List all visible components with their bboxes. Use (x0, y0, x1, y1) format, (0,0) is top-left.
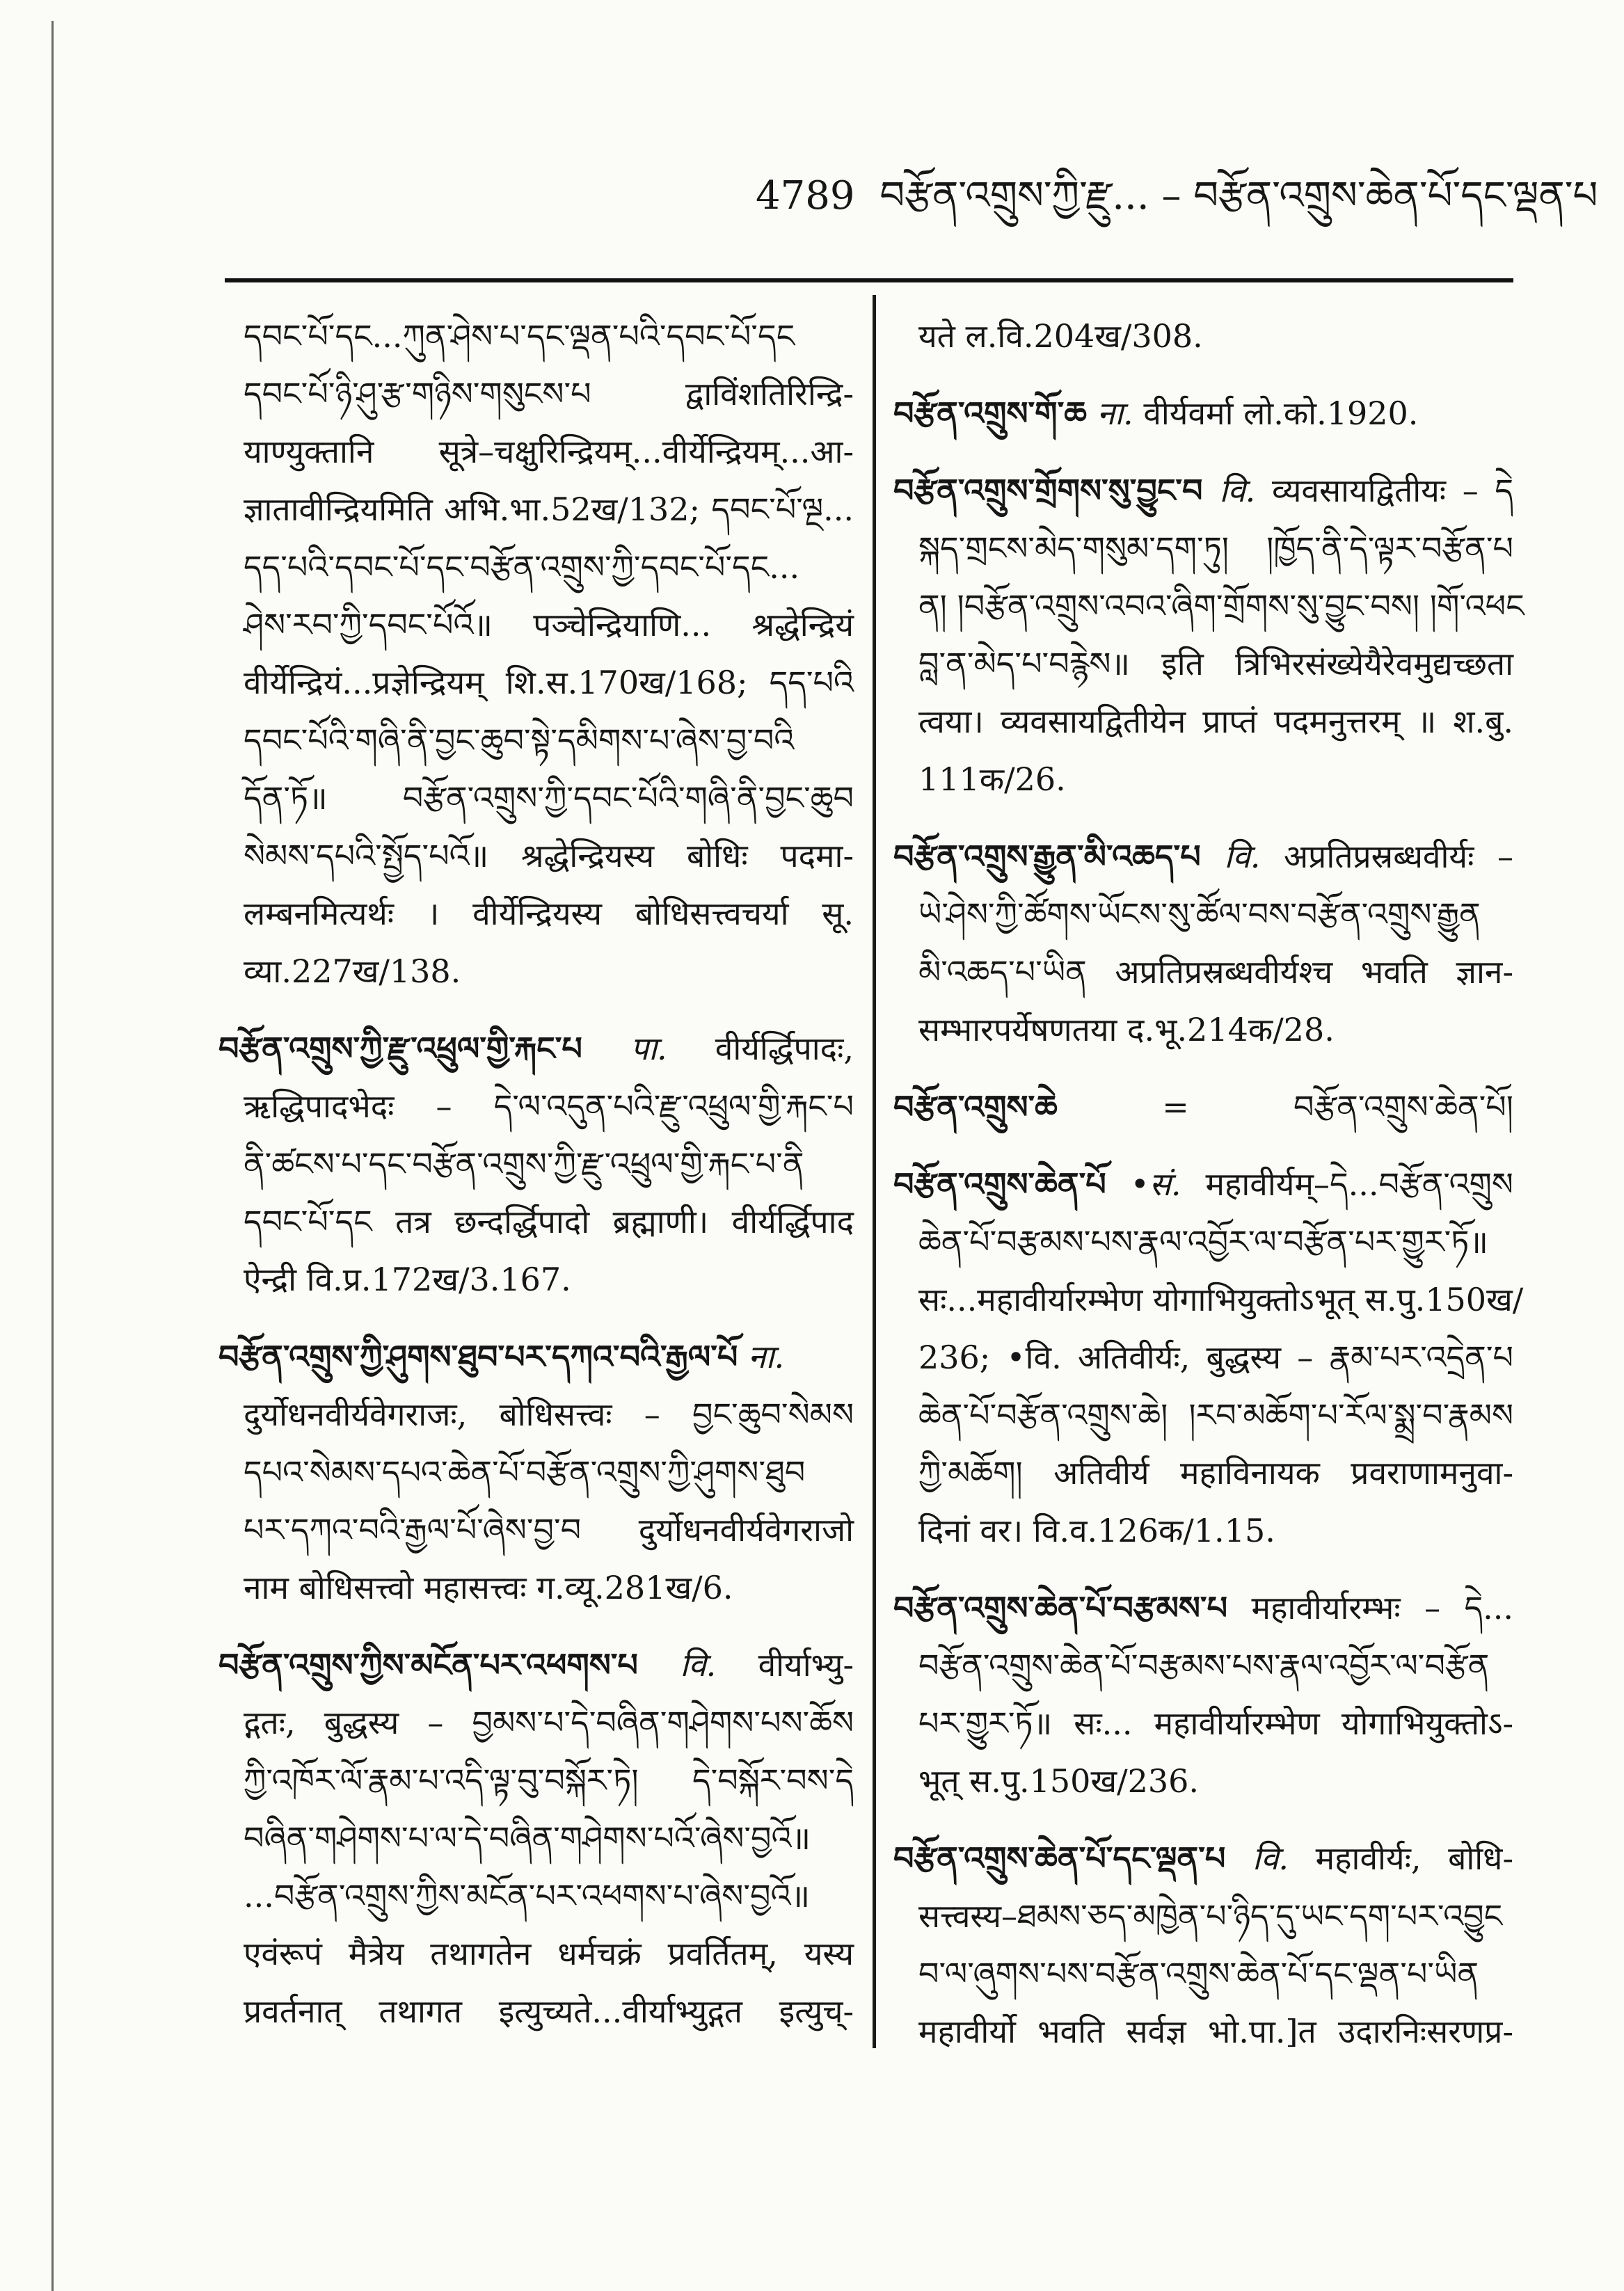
dictionary-entry (218, 1636, 854, 2041)
text-line: བརྩོན་འགྲུས་ཆེན་པོ་བརྩམས་པས་རྣལ་འབྱོར་ལ་བརྩོན (918, 1647, 1490, 1684)
entry-first-line (893, 1078, 1513, 1136)
text-line: सत्त्वस्य–ཐམས་ཅད་མཁྱེན་པ་ཉིད་དུ་ཡང་དག་པར་འབྱུང (918, 1897, 1503, 1935)
text-line: དབང་པོ་དང...ཀུན་ཤེས་པ་དང་ལྡན་པའི་དབང་པོ་དང (244, 317, 795, 355)
text-line: एवंरूपं मैत्रेय तथागतेन धर्मचक्रं प्रवर्तितम्, यस्य (244, 1935, 854, 1972)
scan-binding-edge (51, 21, 54, 2291)
text-line: प्रवर्तनात् तथागत इत्युच्यते...वीर्याभ्युद्गत इत्युच्- (244, 1993, 854, 2030)
text-line: སེམས་དཔའི་སྤྱོད་པའོ॥ श्रद्धेन्द्रियस्य बोधिः पदमा- (244, 837, 854, 875)
text-line: དཔའ་སེམས་དཔའ་ཆེན་པོ་བརྩོན་འགྲུས་ཀྱི་ཤུགས་ཐུབ (244, 1453, 806, 1491)
entry-first-line (218, 1328, 854, 1386)
headword: བརྩོན་འགྲུས་ཀྱི་ཤུགས་ཐུབ་པར་དཀའ་བའི་རྒྱལ་པོ (218, 1338, 738, 1375)
text-line: དབང་པོའི་གཞི་ནི་བྱང་ཆུབ་སྟེ་དམིགས་པ་ཞེས་བྱ་བའི (244, 721, 795, 759)
headword: བརྩོན་འགྲུས་གྲོགས་སུ་བྱུང་བ (893, 472, 1203, 509)
dictionary-entry (893, 1156, 1524, 1560)
grammar-tag: ना. (748, 1338, 785, 1375)
cross-reference: = བརྩོན་འགྲུས་ཆེན་པོ། (1162, 1088, 1514, 1126)
grammar-tag: ना. (1097, 394, 1133, 432)
text-line: वीर्येन्द्रियं...प्रज्ञेन्द्रियम् शि.स.170ख/168; དད་པའི (244, 664, 854, 701)
text-line: མི་འཆད་པ་ཡིན अप्रतिप्रस्रब्धवीर्यश्च भवति ज्ञान- (918, 953, 1513, 991)
text-line: 236; •वि. अतिवीर्यः, बुद्धस्य – རྣམ་པར་འདྲེན་པ (918, 1339, 1513, 1376)
text-line: དབང་པོ་ཉི་ཤུ་རྩ་གཉིས་གསུངས་པ द्वाविंशतिरिन्द्रि- (244, 375, 854, 413)
dictionary-entry (893, 1579, 1513, 1810)
header-rule (225, 278, 1513, 282)
column-divider (873, 295, 876, 2048)
text-line: བ་ལ་ཞུགས་པས་བརྩོན་འགྲུས་ཆེན་པོ་དང་ལྡན་པ་ཡིན (918, 1955, 1479, 1993)
dictionary-entry (893, 385, 1513, 442)
text-line: त्वया। व्यवसायद्वितीयेन प्राप्तं पदमनुत्तरम् ॥ श.बु. (918, 703, 1513, 740)
text-line: ན། །བརྩོན་འགྲུས་འབའ་ཞིག་གྲོགས་སུ་བྱུང་བས། །གོ་འཕང (918, 587, 1525, 625)
text-line: महावीर्यो भवति सर्वज्ञ भो.पा.]त उदारनिःसरणप्र- (918, 2013, 1513, 2050)
dictionary-entry-continued (893, 308, 1513, 365)
page-number: 4789 (756, 173, 855, 218)
dictionary-entry-cross-reference (893, 1078, 1513, 1136)
text-line: दुर्योधनवीर्यवेगराजः, बोधिसत्त्वः – བྱང་ཆུབ་སེམས (244, 1396, 854, 1433)
headword: བརྩོན་འགྲུས་ཀྱི་རྫུ་འཕྲུལ་གྱི་རྐང་པ (218, 1030, 582, 1067)
entry-text: महावीर्यम्–དེ...བརྩོན་འགྲུས (1205, 1165, 1513, 1203)
headword: བརྩོན་འགྲུས་ཆེན་པོ་དང་ལྡན་པ (893, 1839, 1226, 1877)
text-line: ऋद्धिपादभेदः – དེ་ལ་འདུན་པའི་རྫུ་འཕྲུལ་གྱི་རྐང་པ (244, 1087, 854, 1125)
left-column (218, 308, 854, 2041)
text-line: ऐन्द्री वि.प्र.172ख/3.167. (244, 1261, 571, 1298)
text-line: དབང་པོ་དང तत्र छन्दर्द्धिपादो ब्रह्माणी। वीर्यर्द्धिपाद (244, 1203, 854, 1240)
entry-text: महावीर्यारम्भः – དེ... (1251, 1589, 1513, 1627)
running-header (756, 172, 1598, 221)
entry-text: अप्रतिप्रस्रब्धवीर्यः – (1284, 838, 1513, 875)
text-line: लम्बनमित्यर्थः । वीर्येन्द्रियस्य बोधिसत्त्वचर्या सू. (244, 895, 854, 932)
text-line: ཤེས་རབ་ཀྱི་དབང་པོའོ॥ पञ्चेन्द्रियाणि... श्रद्धेन्द्रियं (244, 606, 854, 644)
header-entry-range: བརྩོན་འགྲུས་ཀྱི་རྫུ... – བརྩོན་འགྲུས་ཆེན་པོ་དང་ལྡན་པ (879, 173, 1598, 218)
text-line: ཡེ་ཤེས་ཀྱི་ཚོགས་ཡོངས་སུ་ཚོལ་བས་བརྩོན་འགྲུས་རྒྱུན (918, 895, 1481, 933)
headword: བརྩོན་འགྲུས་ཀྱིས་མངོན་པར་འཕགས་པ (218, 1646, 638, 1684)
entry-text: वीर्यवर्मा लो.को.1920. (1143, 394, 1419, 432)
dictionary-entry (893, 828, 1513, 1059)
text-line: दिनां वर। वि.व.126क/1.15. (918, 1512, 1275, 1549)
entry-text: व्यवसायद्वितीयः – དེ (1271, 472, 1514, 509)
text-line: སྐད་གྲངས་མེད་གསུམ་དག་ཏུ། །ཁྱོད་ནི་དེ་ལྟར་བརྩོན་པ (918, 529, 1513, 567)
dictionary-entry (218, 1328, 854, 1617)
text-line: ཆེན་པོ་བརྩོན་འགྲུས་ཆེ། །རབ་མཆོག་པ་རོལ་སྨྲ་བ་རྣམས (918, 1396, 1513, 1434)
grammar-tag: वि. (1252, 1839, 1289, 1877)
text-line: सम्भारपर्येषणतया द.भू.214क/28. (918, 1011, 1335, 1048)
entry-first-line (893, 462, 1513, 520)
text-line: सः...महावीर्यारम्भेण योगाभियुक्तोऽभूत् स.पु.150ख/ (918, 1281, 1524, 1318)
text-line: ཀྱི་འཁོར་ལོ་རྣམ་པ་འདི་ལྟ་བུ་བསྐོར་ཏེ། དེ་བསྐོར་བས་དེ (244, 1762, 854, 1799)
text-line: ཆེན་པོ་བརྩམས་པས་རྣལ་འབྱོར་ལ་བརྩོན་པར་གྱུར་ཏོ॥ (918, 1223, 1488, 1261)
text-line: དད་པའི་དབང་པོ་དང་བརྩོན་འགྲུས་ཀྱི་དབང་པོ་དང... (244, 548, 800, 586)
headword: བརྩོན་འགྲུས་གོ་ཆ (893, 394, 1087, 432)
grammar-tag: वि. (1224, 838, 1261, 875)
entry-first-line (893, 1830, 1513, 1887)
text-line: པར་གྱུར་ཏོ॥ सः... महावीर्यारम्भेण योगाभियुक्तोऽ- (918, 1705, 1513, 1742)
text-line: བླ་ན་མེད་པ་བརྙེས॥ इति त्रिभिरसंख्येयैरेवमुद्यच्छता (918, 645, 1513, 682)
text-line: याण्युक्तानि सूत्रे–चक्षुरिन्द्रियम्...वीर्येन्द्रियम्...आ- (244, 433, 854, 470)
text-line: ཀྱི་མཆོག། अतिवीर्य महाविनायक प्रवराणामनुवा- (918, 1454, 1513, 1492)
entry-first-line (893, 1156, 1513, 1213)
text-line: པར་དཀའ་བའི་རྒྱལ་པོ་ཞེས་བྱ་བ दुर्योधनवीर्यवेगराजो (244, 1511, 854, 1549)
grammar-tag: वि. (680, 1646, 717, 1684)
text-line: ...བརྩོན་འགྲུས་ཀྱིས་མངོན་པར་འཕགས་པ་ཞེས་བྱའོ॥ (244, 1877, 810, 1915)
entry-text: वीर्यर्द्धिपादः, (715, 1030, 854, 1067)
text-line: ज्ञातावीन्द्रियमिति अभि.भा.52ख/132; དབང་པོ་ལྔ... (244, 490, 854, 528)
text-line: यते ल.वि.204ख/308. (918, 317, 1203, 355)
text-line: व्या.227ख/138. (244, 952, 461, 990)
text-line: 111क/26. (918, 760, 1066, 798)
grammar-tag: •सं. (1130, 1165, 1181, 1203)
headword: བརྩོན་འགྲུས་ཆེན་པོ (893, 1165, 1106, 1203)
text-line: भूत् स.पु.150ख/236. (918, 1762, 1199, 1800)
grammar-tag: पा. (630, 1030, 667, 1067)
grammar-tag: वि. (1219, 472, 1256, 509)
dictionary-entry (893, 1830, 1513, 2061)
text-line: ནི་ཚངས་པ་དང་བརྩོན་འགྲུས་ཀྱི་རྫུ་འཕྲུལ་གྱི་རྐང་པ་ནི (244, 1145, 804, 1183)
entry-first-line (893, 385, 1513, 442)
headword: བརྩོན་འགྲུས་ཆེན་པོ་བརྩམས་པ (893, 1589, 1228, 1627)
entry-first-line (218, 1636, 854, 1694)
text-line: དོན་ཏོ॥ བརྩོན་འགྲུས་ཀྱི་དབང་པོའི་གཞི་ནི་བྱང་ཆུབ (244, 779, 854, 817)
entry-first-line (893, 828, 1513, 886)
entry-text: महावीर्यः, बोधि- (1315, 1839, 1514, 1877)
entry-first-line (218, 1020, 854, 1078)
text-line: द्गतः, बुद्धस्य – བྱམས་པ་དེ་བཞིན་གཤེགས་པས་ཆོས (244, 1704, 854, 1741)
headword: བརྩོན་འགྲུས་ཆེ (893, 1088, 1058, 1126)
entry-text: वीर्याभ्यु- (758, 1646, 854, 1684)
right-column (893, 308, 1525, 2061)
dictionary-entry (218, 1020, 854, 1309)
text-line: བཞིན་གཤེགས་པ་ལ་དེ་བཞིན་གཤེགས་པའོ་ཞེས་བྱའོ॥ (244, 1819, 811, 1857)
entry-first-line (893, 1579, 1513, 1637)
text-line: नाम बोधिसत्त्वो महासत्त्वः ग.व्यू.281ख/6. (244, 1569, 733, 1606)
dictionary-entry (893, 462, 1525, 808)
dictionary-entry-continued (218, 308, 854, 1000)
headword: བརྩོན་འགྲུས་རྒྱུན་མི་འཆད་པ (893, 838, 1201, 875)
